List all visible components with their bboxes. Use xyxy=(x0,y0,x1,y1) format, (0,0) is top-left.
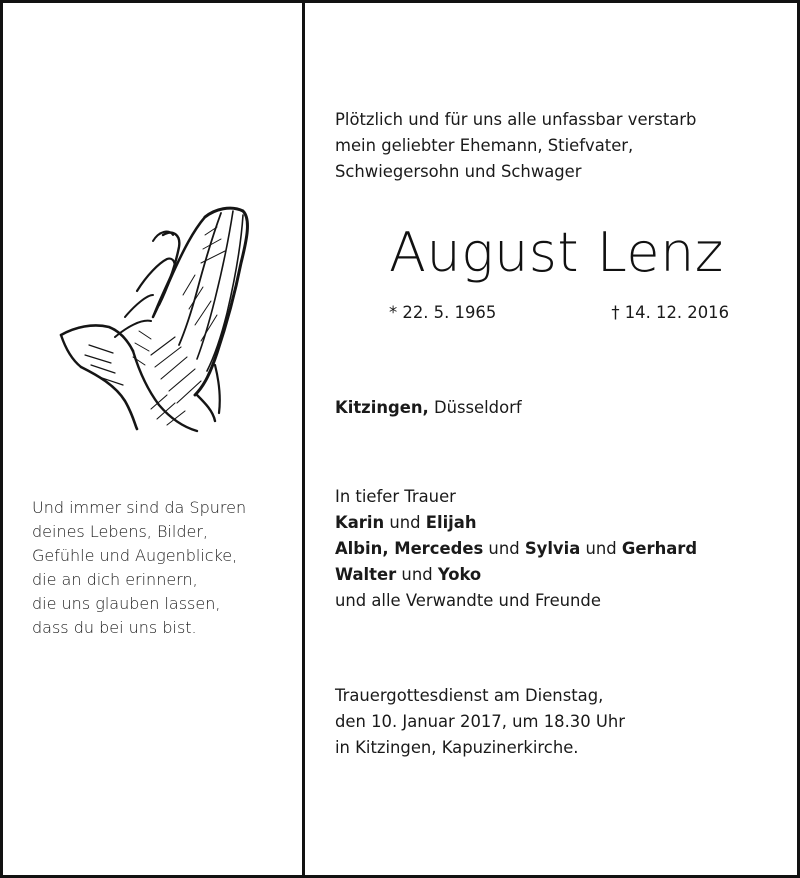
mourners-block xyxy=(335,484,790,614)
service-info xyxy=(335,683,775,761)
poem-line: dass du bei uns bist. xyxy=(32,618,197,637)
mourners-line xyxy=(335,536,790,562)
mourner-name: Walter xyxy=(335,565,397,584)
mourning-intro: In tiefer Trauer xyxy=(335,487,456,506)
poem-line: Gefühle und Augenblicke, xyxy=(32,546,238,565)
place-secondary: Düsseldorf xyxy=(428,398,522,417)
poem-line: die an dich erinnern, xyxy=(32,570,198,589)
life-dates xyxy=(389,300,729,326)
birth-date: * 22. 5. 1965 xyxy=(389,303,497,322)
conjunction: und xyxy=(384,513,426,532)
mourner-name: Elijah xyxy=(425,513,477,532)
mourners-line xyxy=(335,510,790,536)
conjunction: und xyxy=(396,565,438,584)
poem xyxy=(32,496,297,640)
conjunction: und xyxy=(580,539,622,558)
mourner-name: Gerhard xyxy=(621,539,698,558)
announcement-line: mein geliebter Ehemann, Stiefvater, xyxy=(335,136,634,155)
deceased-name: August Lenz xyxy=(389,221,724,284)
mourner-name: Albin, Mercedes xyxy=(335,539,484,558)
poem-line: deines Lebens, Bilder, xyxy=(32,522,209,541)
conjunction: und xyxy=(483,539,525,558)
poem-line: die uns glauben lassen, xyxy=(32,594,221,613)
place-primary: Kitzingen, xyxy=(335,398,429,417)
death-date: † 14. 12. 2016 xyxy=(611,303,729,322)
mourners-line: und alle Verwandte und Freunde xyxy=(335,591,601,610)
mourner-name: Sylvia xyxy=(524,539,581,558)
mourners-line xyxy=(335,562,790,588)
mourner-name: Yoko xyxy=(437,565,482,584)
left-column xyxy=(3,3,302,875)
praying-hands-icon xyxy=(55,205,253,433)
right-column xyxy=(305,3,797,875)
service-line: in Kitzingen, Kapuzinerkirche. xyxy=(335,738,579,757)
announcement-line: Plötzlich und für uns alle unfassbar verstarb xyxy=(335,110,697,129)
announcement-line: Schwiegersohn und Schwager xyxy=(335,162,582,181)
mourner-name: Karin xyxy=(335,513,385,532)
poem-line: Und immer sind da Spuren xyxy=(32,498,247,517)
service-line: den 10. Januar 2017, um 18.30 Uhr xyxy=(335,712,625,731)
service-line: Trauergottesdienst am Dienstag, xyxy=(335,686,604,705)
place-line xyxy=(335,395,522,421)
announcement-text xyxy=(335,107,775,185)
